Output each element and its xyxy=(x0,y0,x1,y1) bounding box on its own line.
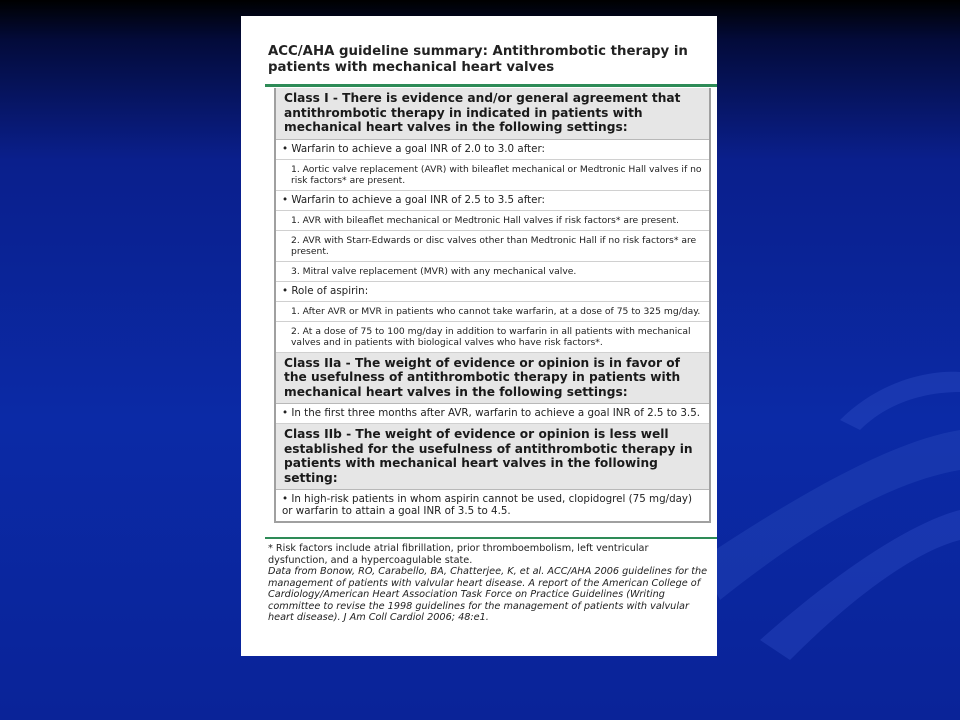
class-iib-heading xyxy=(276,424,709,490)
class-iib-bullet: • In high-risk patients in whom aspirin cannot be used, clopidogrel (75 mg/day) or warfarin to attain a goal INR of 3.5 to 4.5. xyxy=(282,493,693,517)
class-iib-text: - The weight of evidence or opinion is less well established for the usefulness of antithrombotic therapy in patients with mechanical heart valves in the following setting: xyxy=(284,427,693,485)
class-i-bullet-1: • Warfarin to achieve a goal INR of 2.0 to 3.0 after: xyxy=(276,140,709,160)
class-i-label: Class I xyxy=(284,91,329,105)
guideline-table xyxy=(274,88,711,523)
guideline-card xyxy=(241,16,717,656)
title-divider xyxy=(265,84,717,87)
class-i-bullet-3: • Role of aspirin: xyxy=(276,282,709,302)
class-iia-heading xyxy=(276,353,709,405)
class-i-heading xyxy=(276,88,709,140)
footnotes xyxy=(268,543,708,624)
class-iia-label: Class IIa xyxy=(284,355,342,370)
class-i-text: - There is evidence and/or general agreement that antithrombotic therapy in indicated in patients with mechanical heart valves in the following settings: xyxy=(284,91,681,134)
class-i-item: 3. Mitral valve replacement (MVR) with any mechanical valve. xyxy=(276,262,709,282)
class-i-item: 1. After AVR or MVR in patients who cannot take warfarin, at a dose of 75 to 325 mg/day. xyxy=(276,302,709,322)
citation: Data from Bonow, RO, Carabello, BA, Chatterjee, K, et al. ACC/AHA 2006 guidelines for the management of patients with valvular heart disease. A report of the American College of Cardiology/American Heart Association Task Force on Practice Guidelines (Writing committee to revise the 1998 guidelines for the management of patients with valvular heart disease). J Am Coll Cardiol 2006; 48:e1. xyxy=(268,566,708,623)
class-iia-bullet: • In the first three months after AVR, warfarin to achieve a goal INR of 2.5 to 3.5. xyxy=(276,404,709,424)
class-i-item: 1. AVR with bileaflet mechanical or Medtronic Hall valves if risk factors* are present. xyxy=(276,211,709,231)
class-i-item: 2. AVR with Starr-Edwards or disc valves other than Medtronic Hall if no risk factors* are present. xyxy=(276,231,709,262)
class-iib-label: Class IIb xyxy=(284,427,342,441)
class-i-bullet-2: • Warfarin to achieve a goal INR of 2.5 to 3.5 after: xyxy=(276,191,709,211)
class-i-item: 2. At a dose of 75 to 100 mg/day in addition to warfarin in all patients with mechanical valves and in patients with biological valves who have risk factors*. xyxy=(276,322,709,353)
page-title: ACC/AHA guideline summary: Antithrombotic therapy in patients with mechanical heart valves xyxy=(268,44,688,75)
class-iia-text: - The weight of evidence or opinion is in favor of the usefulness of antithrombotic therapy in patients with mechanical heart valves in the following settings: xyxy=(284,355,681,399)
class-i-item: 1. Aortic valve replacement (AVR) with bileaflet mechanical or Medtronic Hall valves if no risk factors* are present. xyxy=(276,160,709,191)
risk-factor-footnote: * Risk factors include atrial fibrillation, prior thromboembolism, left ventricular dysfunction, and a hypercoagulable state. xyxy=(268,543,649,566)
footer-divider xyxy=(265,537,717,539)
